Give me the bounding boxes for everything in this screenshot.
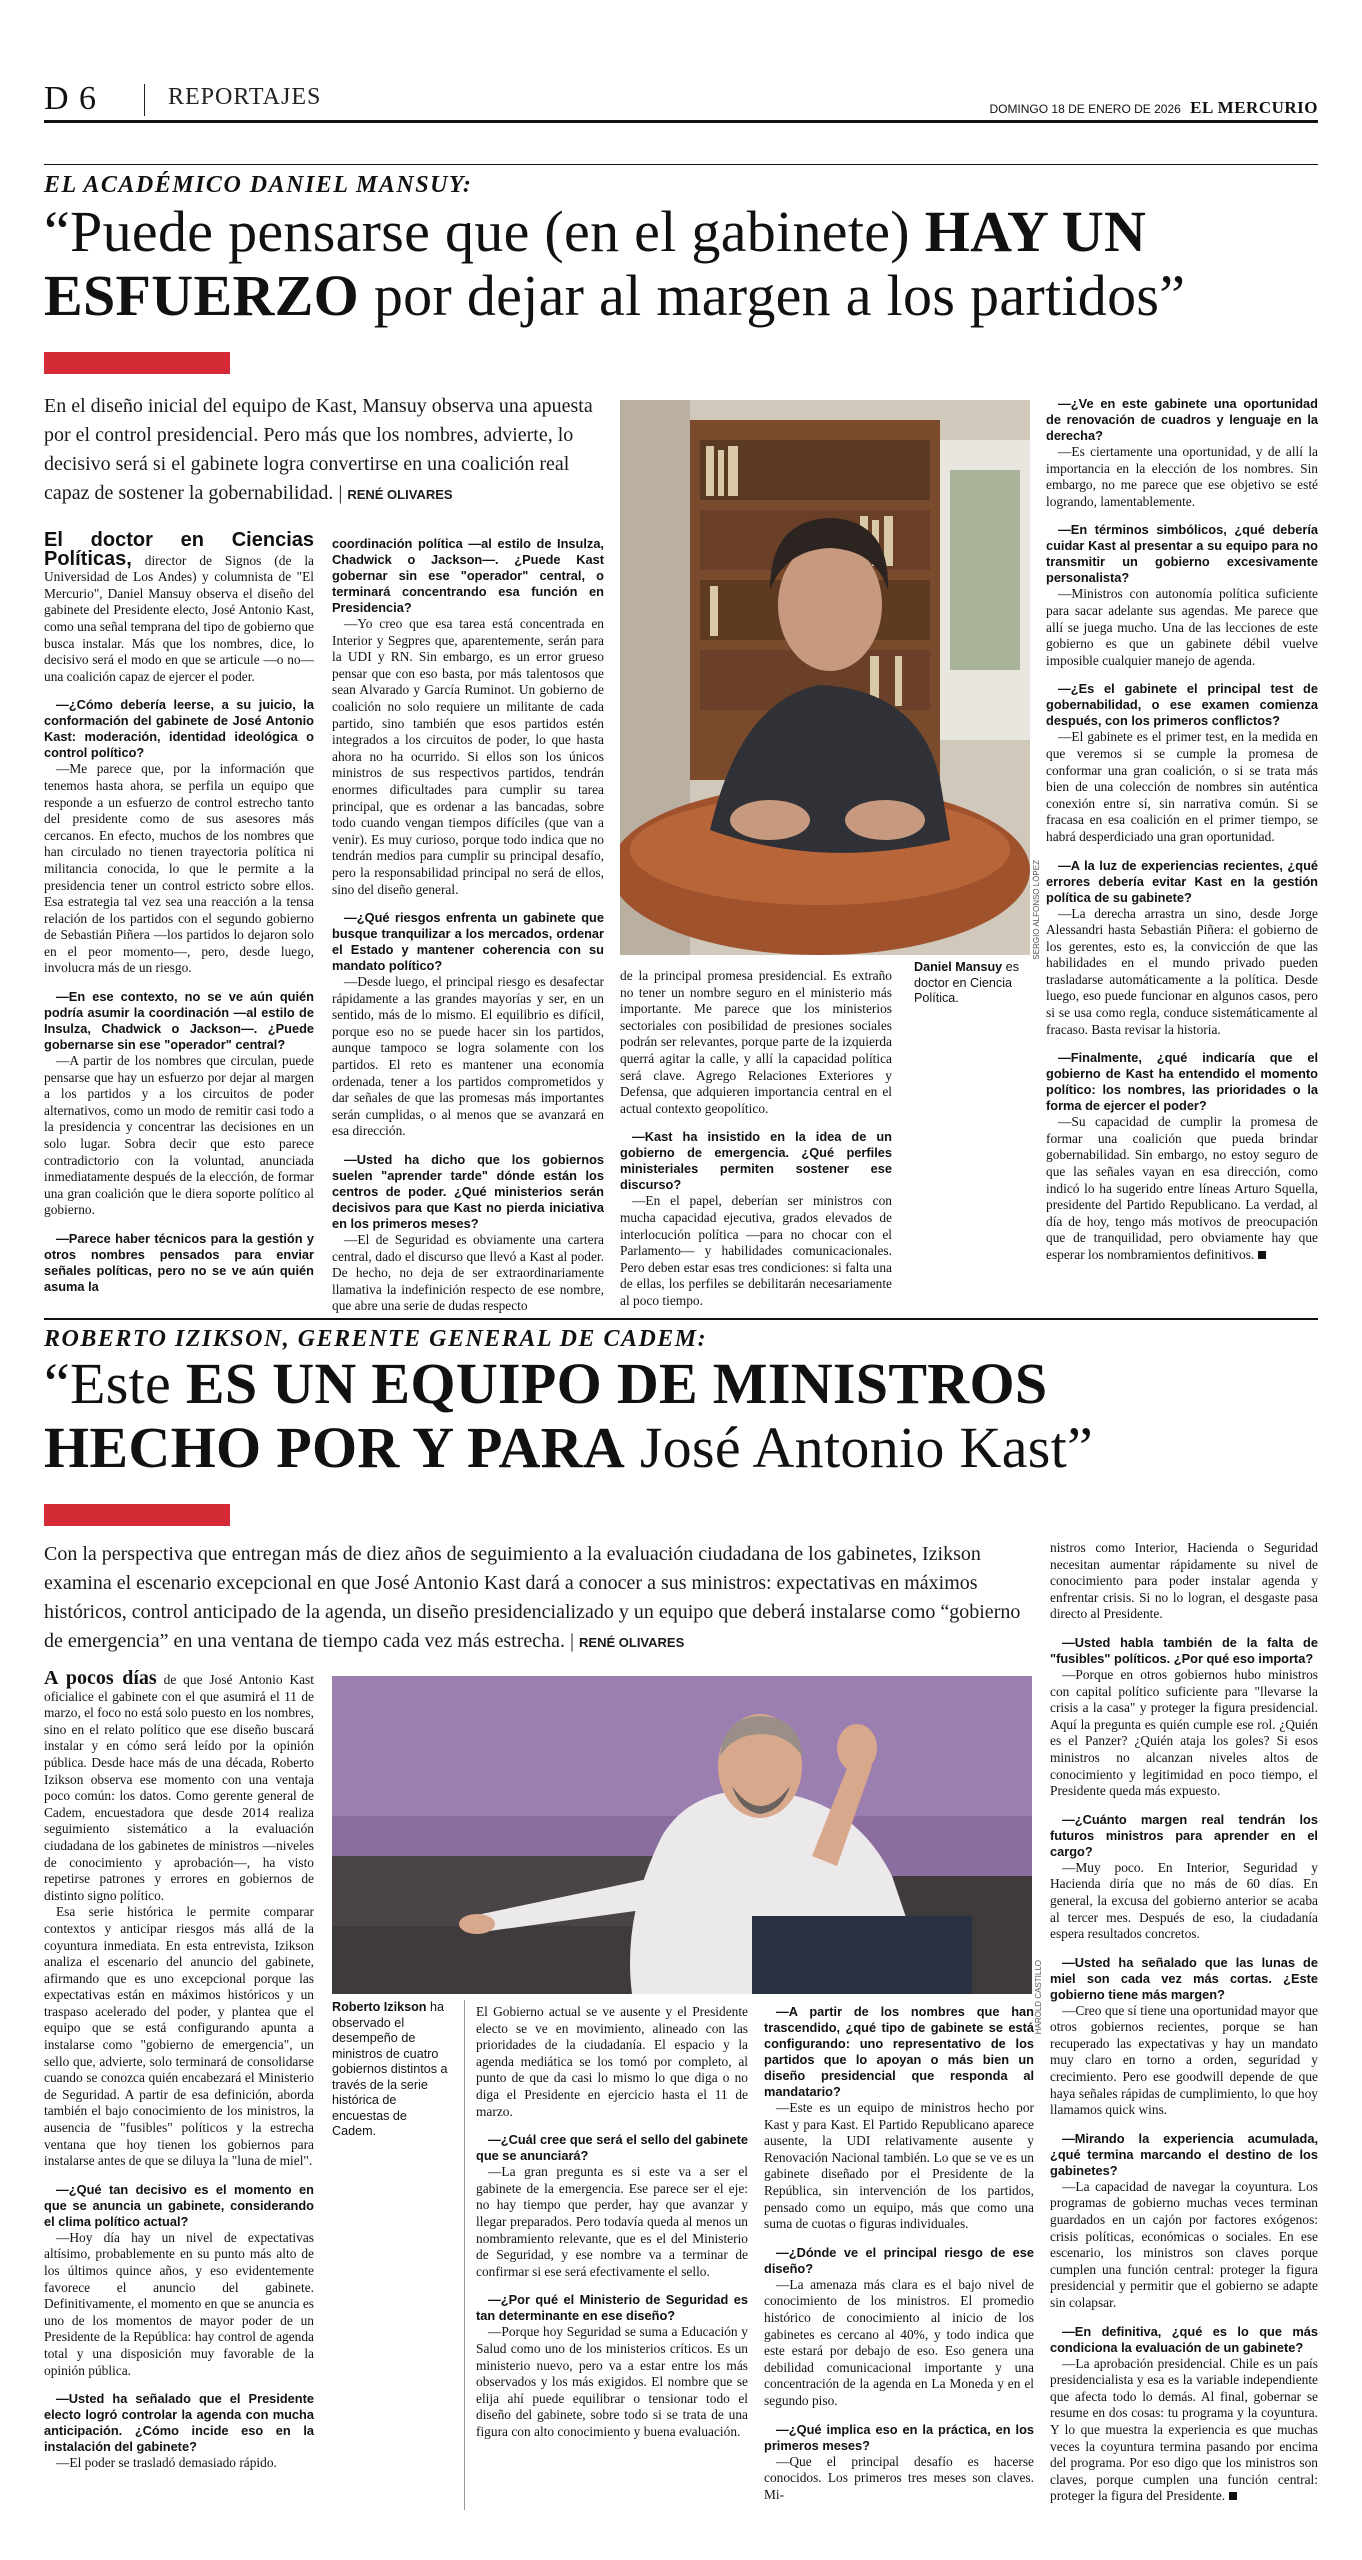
article-rule: [44, 1318, 1318, 1320]
header-rule: [44, 120, 1318, 123]
caption-name: Daniel Mansuy: [914, 960, 1003, 974]
byline: RENÉ OLIVARES: [347, 487, 453, 502]
answer: —El gabinete es el primer test, en la medida en que veremos si se cumple la promesa de conformar una gran coalición, o si se trata más bien de una colección de nombres sin auténtica conexión entre sí, sin narrativa común. Si se fracasa en esa coalición en el primer tiempo, se habrá desperdiciado una gran oportunidad.: [1046, 729, 1318, 844]
article1-deck: [44, 392, 604, 509]
question: —Usted ha señalado que las lunas de miel son cada vez más cortas. ¿Este gobierno tiene más margen?: [1050, 1954, 1318, 2002]
article2-headline: [44, 1352, 1164, 1480]
article2-kicker: ROBERTO IZIKSON, GERENTE GENERAL DE CADEM:: [44, 1326, 708, 1352]
answer: —La aprobación presidencial. Chile es un país presidencialista y esa es la variable independiente que afecta todo lo demás. Al final, gobernar se resume en dos cosas: tu programa y la coyuntura. Y lo que muestra la experiencia es que muchas veces la coyuntura termina pasando por encima del programa. Por eso digo que los ministros son claves, porque cumplen una función central: proteger la figura del Presidente.: [1050, 2355, 1318, 2504]
lead-in: El doctor en Ciencias Políticas,: [44, 529, 314, 570]
answer: —El de Seguridad es obviamente una cartera central, dado el discurso que llevó a Kast al poder. De hecho, no deja de ser extraordinariamente llamativa la indefinición respecto de ese nombre, que abre una serie de dudas respecto: [332, 1232, 604, 1314]
header-dateline: [989, 98, 1318, 118]
question: —¿Cuál cree que será el sello del gabinete que se anunciará?: [476, 2132, 748, 2164]
article2-column-1: [44, 1667, 314, 2472]
answer: —Ministros con autonomía política suficiente para sacar adelante sus agendas. Me parece que allí se juega mucho. Una de las lecciones de este gobierno es que un gabinete débil vuelve imposible cualquier manejo de agenda.: [1046, 586, 1318, 668]
question: —¿Por qué el Ministerio de Seguridad es tan determinante en ese diseño?: [476, 2292, 748, 2324]
question: —¿Qué implica eso en la práctica, en los primeros meses?: [764, 2421, 1034, 2453]
end-mark: [1229, 2492, 1237, 2500]
headline-bold: HAY UN ESFUERZO: [44, 199, 1147, 328]
answer: —A partir de los nombres que circulan, puede pensarse que hay un esfuerzo por dejar al margen a los partidos y a los circuitos de poder alternativos, como un modo de remitir casi todo a la presidencia y concentrar las decisiones en un solo lugar. Sobra decir que esto parece contradictorio con la voluntad, anunciada inmediatamente después de la elección, de formar una gran coalición que le diera soporte político al gobierno.: [44, 1053, 314, 1218]
paragraph: director de Signos (de la Universidad de Los Andes) y columnista de "El Mercurio", Daniel Mansuy observa el diseño del gabinete del Presidente electo, José Antonio Kast, como una señal temprana del tipo de gobierno que busca instalar. Más que los nombres, dice, lo decisivo será el modo en que se articule —o no— una coalición capaz de ejercer el poder.: [44, 552, 314, 684]
question: —¿Qué tan decisivo es el momento en que se anuncia un gabinete, considerando el clima político actual?: [44, 2181, 314, 2229]
question: —En ese contexto, no se ve aún quién podría asumir la coordinación —al estilo de Insulza, Chadwick o Jackson—. ¿Puede gobernarse sin ese "operador" central?: [44, 989, 314, 1053]
question: —Usted ha dicho que los gobiernos suelen "aprender tarde" dónde están los centros de poder. ¿Qué ministerios serán decisivos para que Kast no pierda iniciativa en los primeros meses?: [332, 1152, 604, 1232]
column-divider: [464, 2000, 465, 2510]
answer: —Este es un equipo de ministros hecho por Kast y para Kast. El Partido Republicano aparece ausente, la UDI relativamente ausente y Renovación Nacional también. Lo que se ve es un gabinete diseñado por el Presidente de la República, sin intervención de los partidos, pensado como un equipo, más que como una suma de cuotas o figuras individuales.: [764, 2100, 1034, 2232]
page-number: D 6: [44, 80, 98, 117]
question: —¿Qué riesgos enfrenta un gabinete que busque tranquilizar a los mercados, ordenar el Estado y mantener coherencia con su mandato político?: [332, 910, 604, 974]
paragraph: El Gobierno actual se ve ausente y el Presidente electo se ve en movimiento, alineado con las prioridades de la ciudadanía. El espacio y la agenda mediática se los tomó por completo, al punto de que da casi lo mismo lo que diga o no diga el Presidente en ejercicio hasta el 11 de marzo.: [476, 2004, 748, 2119]
end-mark: [1258, 1251, 1266, 1259]
paragraph: de la principal promesa presidencial. Es extraño no tener un nombre seguro en el ministerio más importante. Me parece que los ministerios sectoriales con posibilidad de presiones sociales podrán ser relevantes, porque parte de la izquierda querrá agitar la calle, y allí la capacidad política será clave. Agrego Relaciones Exteriores y Defensa, que adquieren importancia central en el actual contexto geopolítico.: [620, 968, 892, 1116]
header-divider: [144, 84, 145, 116]
article1-photo-credit: SERGIO ALFONSO LÓPEZ: [1032, 860, 1041, 960]
article2-column-4: [1050, 1540, 1318, 2505]
question: —Usted habla también de la falta de "fusibles" políticos. ¿Por qué eso importa?: [1050, 1634, 1318, 1666]
answer: —Porque en otros gobiernos hubo ministros con capital político suficiente para "llevarse la crisis a la casa" y proteger la figura presidencial. Aquí la pregunta es quién cumple ese rol. ¿Quién es el Panzer? ¿Quién ataja los goles? Si esos ministros no alcanzan niveles altos de conocimiento y legitimidad en poco tiempo, el Presidente queda más expuesto.: [1050, 1666, 1318, 1799]
article2-deck: [44, 1540, 1034, 1657]
byline: RENÉ OLIVARES: [579, 1635, 685, 1650]
question: —¿Es el gabinete el principal test de gobernabilidad, o ese examen comienza después, con los primeros conflictos?: [1046, 681, 1318, 729]
answer: —Que el principal desafío es hacerse conocidos. Los primeros tres meses son claves. Mi-: [764, 2453, 1034, 2502]
deck-text: En el diseño inicial del equipo de Kast, Mansuy observa una apuesta por el control presidencial. Pero más que los nombres, advierte, lo decisivo será si el gabinete logra convertirse en una coalición real capaz de sostener la gobernabilidad. |: [44, 395, 593, 504]
question: —A partir de los nombres que han trascendido, ¿qué tipo de gabinete se está configurando: uno representativo de los partidos que lo apoyan o más bien un diseño presidencial que responda al mandatario?: [764, 2004, 1034, 2099]
headline-part: por dejar al margen a los partidos”: [359, 263, 1186, 328]
article1-column-2: [332, 536, 604, 1315]
article1-column-3: [620, 968, 892, 1310]
question: —Finalmente, ¿qué indicaría que el gobierno de Kast ha entendido el momento político: los nombres, las prioridades o la forma de ejercer el poder?: [1046, 1050, 1318, 1114]
answer: —La amenaza más clara es el bajo nivel de conocimiento de los ministros. El promedio histórico de conocimiento al inicio de los gabinetes es cercano al 40%, y todo indica que este estará por debajo de eso. Eso genera una debilidad comunicacional importante y una concentración de la agenda en La Moneda y en el segundo piso.: [764, 2276, 1034, 2408]
article2-caption: [332, 2000, 450, 2140]
caption-text: ha observado el desempeño de ministros de cuatro gobiernos distintos a través de la serie histórica de encuestas de Cadem.: [332, 2000, 448, 2138]
question: —Kast ha insistido en la idea de un gobierno de emergencia. ¿Qué perfiles ministeriales permiten sostener ese discurso?: [620, 1129, 892, 1193]
answer: —El poder se trasladó demasiado rápido.: [56, 2455, 277, 2471]
portrait-photo-mansuy: [620, 400, 1030, 955]
headline-part: “Puede pensarse que (en el gabinete): [44, 199, 925, 264]
deck-text: Con la perspectiva que entregan más de diez años de seguimiento a la evaluación ciudadana de los gabinetes, Izikson examina el escenario excepcional en que José Antonio Kast dará a conocer a sus ministros: expectativas en máximos históricos, control anticipado de la agenda, un diseño presidencializado y un equipo que deberá instalarse como “gobierno de emergencia” en una ventana de tiempo cada vez más estrecha. |: [44, 1543, 1021, 1652]
section-name: REPORTAJES: [168, 84, 322, 110]
article1-headline: [44, 200, 1318, 328]
answer: —Su capacidad de cumplir la promesa de formar una coalición que pueda brindar gobernabilidad. Sin embargo, no estoy seguro de que las señales vayan en esa dirección, como indicó lo ha sugerido entre líneas Arturo Squella, presidente del Partido Republicano. La verdad, al día de hoy, tengo más motivos de preocupación que de tranquilidad, pero obviamente hay que esperar los nombramientos definitivos.: [1046, 1114, 1318, 1262]
question: —En términos simbólicos, ¿qué debería cuidar Kast al presentar a su equipo para no transmitir un gobierno excesivamente personalista?: [1046, 522, 1318, 586]
paragraph: nistros como Interior, Hacienda o Seguridad necesitan aumentar rápidamente su nivel de conocimiento para poder instalar agenda y enfrentar crisis. Si no lo logran, el desgaste pasa directo al Presidente.: [1050, 1540, 1318, 1622]
article1-column-4: [1046, 396, 1318, 1264]
question: —¿Cómo debería leerse, a su juicio, la conformación del gabinete de José Antonio Kast: moderación, identidad ideológica o control político?: [44, 697, 314, 761]
question: —Mirando la experiencia acumulada, ¿qué termina marcando el destino de los gabinetes?: [1050, 2130, 1318, 2178]
article1-column-1: [44, 529, 314, 1295]
question: —¿Ve en este gabinete una oportunidad de renovación de cuadros y lenguaje en la derecha?: [1046, 396, 1318, 443]
portrait-photo-izikson: [332, 1676, 1032, 1994]
date: DOMINGO 18 DE ENERO DE 2026: [989, 102, 1181, 116]
answer: —Muy poco. En Interior, Seguridad y Hacienda diría que no más de 60 días. En general, la excusa del gobierno anterior se acaba al tercer mes. Después de eso, la ciudadanía espera resultados concretos.: [1050, 1859, 1318, 1942]
caption-text: es doctor en Ciencia Política.: [914, 960, 1019, 1005]
answer: —En el papel, deberían ser ministros con mucha capacidad ejecutiva, grados elevados de interlocución política —para no chocar con el Parlamento— y habilidades comunicacionales. Pero deben estar esas tres condiciones: si falta una de ellas, los perfiles se debilitarán necesariamente al poco tiempo.: [620, 1193, 892, 1308]
question: —A la luz de experiencias recientes, ¿qué errores debería evitar Kast en la gestión política de su gabinete?: [1046, 857, 1318, 905]
article1-red-bar: [44, 352, 230, 374]
article1-photo: [620, 400, 1030, 955]
question: —En definitiva, ¿qué es lo que más condiciona la evaluación de un gabinete?: [1050, 2323, 1318, 2355]
paragraph: Esa serie histórica le permite comparar contextos y anticipar riesgos más allá de la coyuntura inmediata. En esta entrevista, Izikson analiza el escenario del anuncio del gabinete, afirmando que es uno excepcional porque las expectativas están en máximos históricos y un traspaso acelerado del poder, y plantea que el equipo que se está configurando apunta a instalarse como "gobierno de emergencia", un sello que, advierte, solo terminará de consolidarse cuando se conozca quién encabezará el Ministerio de Seguridad. A partir de esa definición, aborda también el bajo conocimiento de los ministros, la ausencia de "fusibles" políticos y la estrecha ventana que hoy tienen los gobiernos para instalarse antes de que se diluya la "luna de miel".: [44, 1904, 314, 2169]
question: —¿Dónde ve el principal riesgo de ese diseño?: [764, 2244, 1034, 2276]
answer: —Yo creo que esa tarea está concentrada en Interior y Segpres que, aparentemente, serán para la UDI y RN. Sin embargo, es un error grueso pensar que con eso basta, por más talentosos que sean Alvarado y García Ruminot. Un gobierno de coalición no solo requiere un militante de cada partido, sino también que esos partidos estén integrados a los circuitos de poder, lo que hasta ahora no ha ocurrido. Si ellos son los únicos ministros de sus respectivos partidos, tendrán enormes dificultades para cumplir su tarea principal, que es ordenar a las bancadas, sobre todo cuando vengan tiempos difíciles (que van a venir). Es muy curioso, porque todo indica que no tendrán medios para cumplir su principal desafío, pero la responsabilidad principal no será de ellos, sino del diseño general.: [332, 616, 604, 897]
answer: —Hoy día hay un nivel de expectativas altísimo, probablemente en su punto más alto de los últimos quince años, y eso evidentemente favorece el anuncio del gabinete. Definitivamente, el momento en que se anuncia es uno de los momentos de mayor poder de un Presidente de la República: hay control de agenda total y una disposición muy favorable de la opinión pública.: [44, 2229, 314, 2378]
article2-column-3: [764, 2004, 1034, 2503]
newspaper-name: EL MERCURIO: [1190, 98, 1318, 117]
answer: —Porque hoy Seguridad se suma a Educación y Salud como uno de los ministerios críticos. Es un ministerio nuevo, pero va a estar entre los más observados y los más exigidos. El nombre que se elija ahí puede equilibrar o tensionar todo el diseño del gabinete, sobre todo si se trata de una figura con alto conocimiento y buena evaluación.: [476, 2324, 748, 2439]
question: —¿Cuánto margen real tendrán los futuros ministros para aprender en el cargo?: [1050, 1811, 1318, 1859]
paragraph: de que José Antonio Kast oficialice el gabinete con el que asumirá el 11 de marzo, el foco no está solo puesto en los nombres, sino en el relato político que ese diseño buscará instalar y en cómo será leído por la opinión pública. Desde hace más de una década, Roberto Izikson observa ese momento con una ventaja poco común: los datos. Como gerente general de Cadem, encuestadora que desde 2014 realiza seguimiento sistemático a la evaluación ciudadana de los gabinetes de ministros —niveles de conocimiento y aprobación—, ha visto repetirse patrones y errores en gobiernos de distinto signo político.: [44, 1672, 314, 1903]
article2-photo: [332, 1676, 1032, 1994]
article1-kicker: EL ACADÉMICO DANIEL MANSUY:: [44, 172, 473, 198]
article-rule: [44, 164, 1318, 165]
article1-caption: [914, 960, 1030, 1007]
answer: —La capacidad de navegar la coyuntura. Los programas de gobierno muchas veces terminan guardados en un cajón por factores exógenos: crisis políticas, económicas o sociales. En ese escenario, los ministros son claves porque cumplen una función central: proteger la figura presidencial y permitir que el gobierno se adapte sin colapsar.: [1050, 2178, 1318, 2310]
headline-part: “Este: [44, 1351, 186, 1416]
answer: —Es ciertamente una oportunidad, y de allí la importancia en la elección de los nombres. Sin embargo, no me parece que ese objetivo se esté logrando, lamentablemente.: [1046, 444, 1318, 509]
article2-column-2: [476, 2004, 748, 2440]
answer: —La gran pregunta es si este va a ser el gabinete de la emergencia. Ese parece ser el eje: no hay tiempo que perder, hay que avanzar y llegar preparados. Pero todavía queda al menos un nombramiento relevante, que es el del Ministerio de Seguridad, y ese nombre va a terminar de confirmar si ese será efectivamente el sello.: [476, 2164, 748, 2279]
headline-bold: ES UN EQUIPO DE MINISTROS HECHO POR Y PARA: [44, 1351, 1048, 1480]
question: —Usted ha señalado que el Presidente electo logró controlar la agenda con mucha anticipación. ¿Cómo incide eso en la instalación del gabinete?: [44, 2391, 314, 2455]
answer: —Desde luego, el principal riesgo es desafectar rápidamente a las grandes mayorías y ser, en un sentido, más de lo mismo. El equilibrio es difícil, porque eso no se puede hacer sin los partidos, aunque tampoco se logra solamente con los partidos. El reto es mantener una economía ordenada, tener a los partidos comprometidos y dar señales de que las promesas más importantes serán cumplidas, o al menos que se avanzará en esa dirección.: [332, 974, 604, 1139]
article2-red-bar: [44, 1504, 230, 1526]
question: coordinación política —al estilo de Insulza, Chadwick o Jackson—. ¿Puede Kast gobernar sin ese "operador" central, o terminará concentrando esa función en Presidencia?: [332, 536, 604, 615]
answer: —La derecha arrastra un sino, desde Jorge Alessandri hasta Sebastián Piñera: el gobierno de los gerentes, esto es, la convicción de que las habilidades en el mundo privado pueden trasladarse automáticamente a la política. Desde luego, eso puede funcionar en algunos casos, pero si se usa como regla, conduce sistemáticamente al fracaso. Basta revisar la historia.: [1046, 905, 1318, 1037]
answer: —Creo que sí tiene una oportunidad mayor que otros gobiernos recientes, porque se han recuperado las expectativas y hay un mandato muy claro en torno a orden, seguridad y crecimiento. Pero ese goodwill depende de que haya señales rápidas de cumplimiento, lo que hoy llamamos quick wins.: [1050, 2002, 1318, 2118]
lead-in: A pocos días: [44, 1667, 157, 1689]
article2-photo-credit: HAROLD CASTILLO: [1034, 1960, 1043, 2035]
question: —Parece haber técnicos para la gestión y otros nombres pensados para enviar señales políticas, pero no se ve aún quién asuma la: [44, 1231, 314, 1294]
headline-part: José Antonio Kast”: [625, 1415, 1094, 1480]
caption-name: Roberto Izikson: [332, 2000, 427, 2014]
answer: —Me parece que, por la información que tenemos hasta ahora, se perfila un equipo que responde a un esfuerzo de control estrecho tanto del presidente como de sus asesores más cercanos. En efecto, muchos de los nombres que han circulado no tienen trayectoria política ni militancia conocida, lo que le permite a la presidencia tener un control estricto sobre ellos. Esa estrategia tal vez sea una reacción a la tensa relación de los partidos con el segundo gobierno de Sebastián Piñera —los partidos lo dejaron solo en el peor momento—, pero, desde luego, involucra más de un riesgo.: [44, 761, 314, 976]
